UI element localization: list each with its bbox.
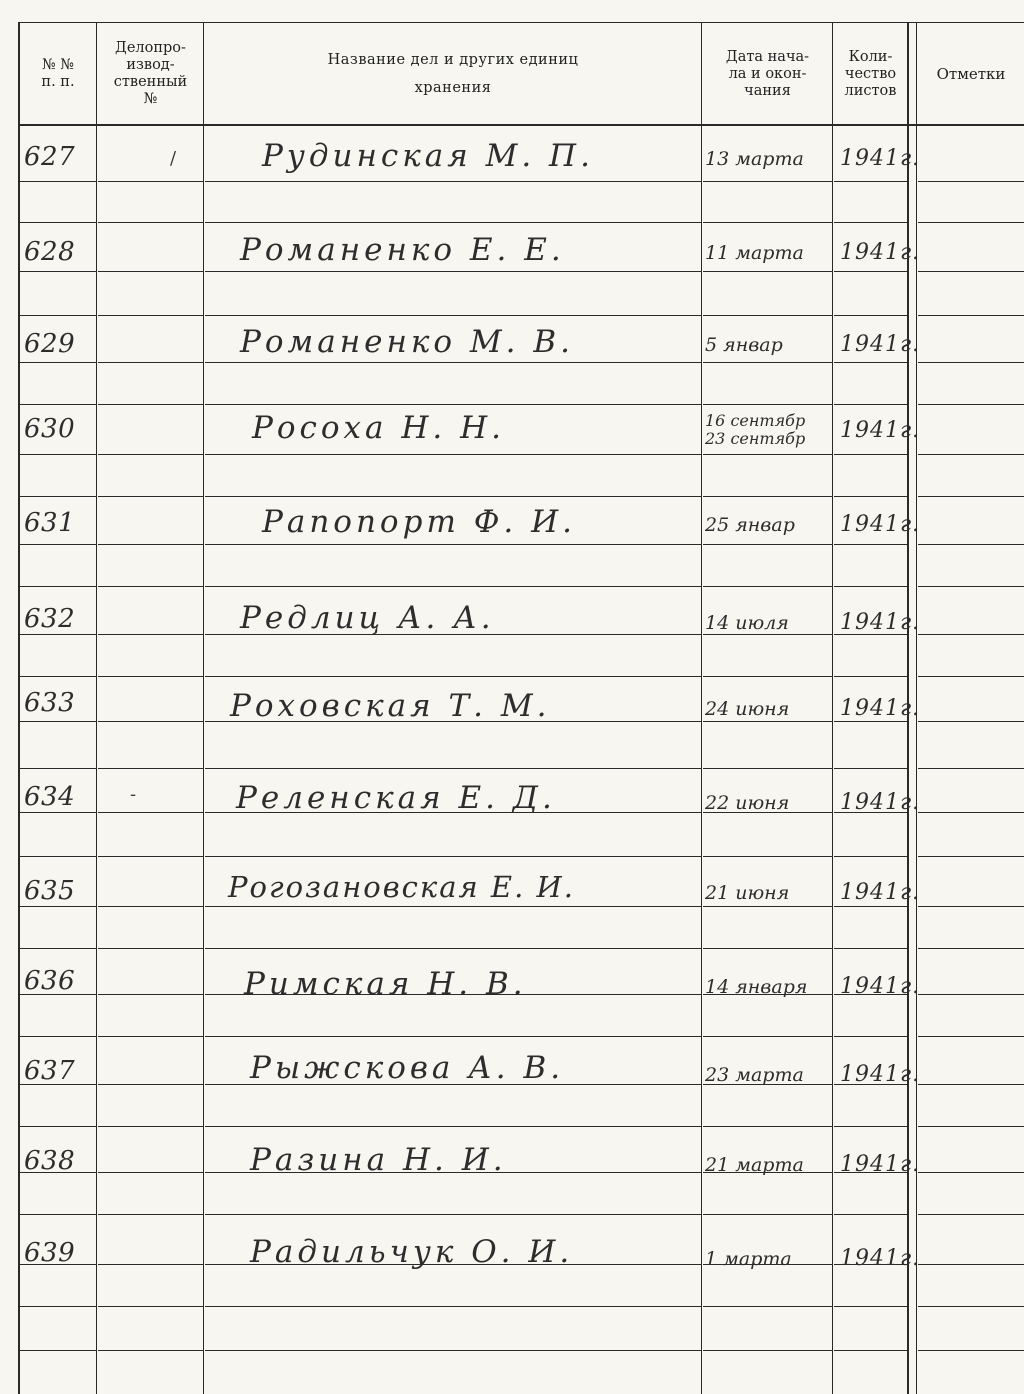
row-rule bbox=[834, 454, 907, 455]
row-rule bbox=[834, 1126, 907, 1127]
column-rule-title bbox=[701, 22, 702, 1394]
row-rule bbox=[703, 1306, 832, 1307]
row-rule bbox=[918, 496, 1024, 497]
record-name: Рыжскова А. В. bbox=[250, 1050, 565, 1086]
row-rule bbox=[98, 948, 203, 949]
office-mark: / bbox=[170, 148, 177, 169]
row-rule bbox=[98, 271, 203, 272]
row-rule bbox=[98, 181, 203, 182]
row-rule bbox=[834, 315, 907, 316]
row-rule bbox=[205, 1306, 701, 1307]
row-rule bbox=[834, 181, 907, 182]
row-rule bbox=[918, 812, 1024, 813]
item-number: 632 bbox=[24, 604, 76, 634]
row-rule bbox=[20, 271, 96, 272]
record-date: 24 июня bbox=[705, 698, 790, 720]
record-year: 1941г. bbox=[840, 974, 921, 999]
record-year: 1941г. bbox=[840, 1246, 921, 1271]
row-rule bbox=[703, 1126, 832, 1127]
record-year: 1941г. bbox=[840, 418, 921, 443]
row-rule bbox=[834, 856, 907, 857]
record-date: 11 марта bbox=[705, 242, 804, 264]
row-rule bbox=[20, 634, 96, 635]
record-year: 1941г. bbox=[840, 1062, 921, 1087]
row-rule bbox=[20, 315, 96, 316]
header-notes: Отметки bbox=[936, 64, 1006, 83]
record-date: 1 марта bbox=[705, 1248, 792, 1270]
row-rule bbox=[918, 271, 1024, 272]
row-rule bbox=[20, 362, 96, 363]
record-year: 1941г. bbox=[840, 240, 921, 265]
row-rule bbox=[918, 544, 1024, 545]
item-number: 637 bbox=[24, 1056, 76, 1086]
column-rule-left bbox=[18, 22, 20, 1394]
header-dates: Дата нача- ла и окон- чания bbox=[725, 48, 810, 99]
office-mark: - bbox=[130, 784, 137, 805]
row-rule bbox=[918, 906, 1024, 907]
record-year: 1941г. bbox=[840, 332, 921, 357]
row-rule bbox=[20, 948, 96, 949]
row-rule bbox=[98, 1264, 203, 1265]
record-name: Разина Н. И. bbox=[250, 1142, 507, 1178]
row-rule bbox=[205, 1036, 701, 1037]
row-rule bbox=[20, 1214, 96, 1215]
row-rule bbox=[834, 768, 907, 769]
row-rule bbox=[703, 222, 832, 223]
row-rule bbox=[918, 362, 1024, 363]
row-rule bbox=[98, 721, 203, 722]
top-rule bbox=[18, 22, 1024, 23]
record-date: 14 января bbox=[705, 976, 808, 998]
row-rule bbox=[918, 181, 1024, 182]
record-name: Радильчук О. И. bbox=[250, 1234, 574, 1270]
record-name: Романенко М. В. bbox=[240, 324, 575, 360]
item-number: 628 bbox=[24, 237, 76, 267]
row-rule bbox=[918, 1350, 1024, 1351]
row-rule bbox=[703, 768, 832, 769]
row-rule bbox=[703, 1036, 832, 1037]
column-rule-dates bbox=[832, 22, 833, 1394]
row-rule bbox=[98, 1306, 203, 1307]
row-rule bbox=[834, 1306, 907, 1307]
row-rule bbox=[703, 271, 832, 272]
record-name: Римская Н. В. bbox=[244, 966, 527, 1002]
row-rule bbox=[918, 768, 1024, 769]
row-rule bbox=[918, 1172, 1024, 1173]
row-rule bbox=[98, 362, 203, 363]
row-rule bbox=[205, 676, 701, 677]
row-rule bbox=[20, 586, 96, 587]
row-rule bbox=[918, 1036, 1024, 1037]
row-rule bbox=[834, 544, 907, 545]
row-rule bbox=[20, 1350, 96, 1351]
row-rule bbox=[98, 906, 203, 907]
record-date: 21 марта bbox=[705, 1154, 804, 1176]
row-rule bbox=[834, 496, 907, 497]
row-rule bbox=[98, 812, 203, 813]
row-rule bbox=[703, 181, 832, 182]
row-rule bbox=[205, 362, 701, 363]
row-rule bbox=[20, 1306, 96, 1307]
row-rule bbox=[834, 721, 907, 722]
row-rule bbox=[703, 586, 832, 587]
item-number: 630 bbox=[24, 414, 76, 444]
row-rule bbox=[703, 404, 832, 405]
row-rule bbox=[98, 454, 203, 455]
row-rule bbox=[834, 676, 907, 677]
row-rule bbox=[205, 768, 701, 769]
row-rule bbox=[834, 271, 907, 272]
row-rule bbox=[20, 1126, 96, 1127]
row-rule bbox=[918, 856, 1024, 857]
row-rule bbox=[98, 222, 203, 223]
record-year: 1941г. bbox=[840, 146, 921, 171]
row-rule bbox=[205, 496, 701, 497]
row-rule bbox=[20, 454, 96, 455]
record-name: Рудинская М. П. bbox=[262, 138, 594, 174]
column-rule-num bbox=[96, 22, 97, 1394]
row-rule bbox=[98, 496, 203, 497]
row-rule bbox=[98, 586, 203, 587]
row-rule bbox=[98, 1036, 203, 1037]
header-office-number: Делопро- извод- ственный № bbox=[113, 40, 188, 107]
record-name: Роховская Т. М. bbox=[230, 688, 551, 724]
row-rule bbox=[20, 496, 96, 497]
item-number: 633 bbox=[24, 688, 76, 718]
row-rule bbox=[98, 404, 203, 405]
row-rule bbox=[205, 1214, 701, 1215]
row-rule bbox=[205, 856, 701, 857]
row-rule bbox=[205, 1126, 701, 1127]
row-rule bbox=[918, 315, 1024, 316]
record-year: 1941г. bbox=[840, 610, 921, 635]
row-rule bbox=[918, 1084, 1024, 1085]
record-date: 5 январ bbox=[705, 334, 783, 356]
row-rule bbox=[918, 1214, 1024, 1215]
row-rule bbox=[20, 812, 96, 813]
row-rule bbox=[205, 906, 701, 907]
row-rule bbox=[205, 454, 701, 455]
row-rule bbox=[918, 454, 1024, 455]
row-rule bbox=[98, 1214, 203, 1215]
row-rule bbox=[98, 1350, 203, 1351]
row-rule bbox=[205, 404, 701, 405]
item-number: 631 bbox=[24, 508, 76, 538]
row-rule bbox=[703, 721, 832, 722]
row-rule bbox=[205, 315, 701, 316]
row-rule bbox=[834, 1036, 907, 1037]
item-number: 627 bbox=[24, 142, 76, 172]
record-name: Реленская Е. Д. bbox=[236, 780, 556, 816]
row-rule bbox=[918, 1306, 1024, 1307]
row-rule bbox=[205, 181, 701, 182]
row-rule bbox=[98, 1126, 203, 1127]
row-rule bbox=[834, 1350, 907, 1351]
item-number: 639 bbox=[24, 1238, 76, 1268]
row-rule bbox=[703, 1350, 832, 1351]
header-sheet-count: Коли- чество листов bbox=[844, 48, 897, 99]
item-number: 629 bbox=[24, 329, 76, 359]
row-rule bbox=[918, 676, 1024, 677]
row-rule bbox=[834, 948, 907, 949]
row-rule bbox=[205, 271, 701, 272]
row-rule bbox=[834, 362, 907, 363]
record-name: Рапопорт Ф. И. bbox=[262, 504, 577, 540]
row-rule bbox=[703, 856, 832, 857]
row-rule bbox=[20, 721, 96, 722]
row-rule bbox=[20, 768, 96, 769]
row-rule bbox=[98, 1172, 203, 1173]
row-rule bbox=[205, 222, 701, 223]
record-date: 14 июля bbox=[705, 612, 789, 634]
row-rule bbox=[918, 1126, 1024, 1127]
row-rule bbox=[834, 906, 907, 907]
header-title: Название дел и других единиц хранения bbox=[327, 52, 579, 96]
item-number: 638 bbox=[24, 1146, 76, 1176]
record-date: 25 январ bbox=[705, 514, 795, 536]
header-item-number: № № п. п. bbox=[41, 57, 75, 90]
row-rule bbox=[20, 906, 96, 907]
row-rule bbox=[918, 222, 1024, 223]
row-rule bbox=[834, 222, 907, 223]
item-number: 634 bbox=[24, 782, 76, 812]
row-rule bbox=[205, 544, 701, 545]
item-number: 636 bbox=[24, 966, 76, 996]
record-year: 1941г. bbox=[840, 880, 921, 905]
row-rule bbox=[918, 634, 1024, 635]
row-rule bbox=[918, 721, 1024, 722]
row-rule bbox=[703, 676, 832, 677]
row-rule bbox=[703, 544, 832, 545]
row-rule bbox=[703, 362, 832, 363]
row-rule bbox=[205, 586, 701, 587]
record-name: Росоха Н. Н. bbox=[252, 410, 505, 446]
record-date: 16 сентябр 23 сентябр bbox=[705, 411, 806, 448]
row-rule bbox=[703, 1214, 832, 1215]
row-rule bbox=[20, 1036, 96, 1037]
row-rule bbox=[98, 676, 203, 677]
record-year: 1941г. bbox=[840, 696, 921, 721]
row-rule bbox=[834, 586, 907, 587]
record-date: 21 июня bbox=[705, 882, 790, 904]
record-name: Романенко Е. Е. bbox=[240, 232, 565, 268]
record-year: 1941г. bbox=[840, 790, 921, 815]
row-rule bbox=[918, 404, 1024, 405]
row-rule bbox=[20, 222, 96, 223]
row-rule bbox=[98, 856, 203, 857]
row-rule bbox=[205, 948, 701, 949]
record-name: Редлиц А. А. bbox=[240, 600, 495, 636]
row-rule bbox=[205, 1350, 701, 1351]
item-number: 635 bbox=[24, 876, 76, 906]
row-rule bbox=[98, 634, 203, 635]
row-rule bbox=[703, 315, 832, 316]
record-year: 1941г. bbox=[840, 1152, 921, 1177]
row-rule bbox=[834, 404, 907, 405]
row-rule bbox=[918, 1264, 1024, 1265]
row-rule bbox=[20, 676, 96, 677]
header-bottom-rule bbox=[18, 124, 1024, 126]
row-rule bbox=[703, 906, 832, 907]
row-rule bbox=[918, 586, 1024, 587]
row-rule bbox=[20, 856, 96, 857]
row-rule bbox=[918, 948, 1024, 949]
row-rule bbox=[20, 181, 96, 182]
row-rule bbox=[98, 315, 203, 316]
row-rule bbox=[20, 404, 96, 405]
record-date: 23 марта bbox=[705, 1064, 804, 1086]
row-rule bbox=[98, 768, 203, 769]
row-rule bbox=[98, 1084, 203, 1085]
column-rule-office bbox=[203, 22, 204, 1394]
row-rule bbox=[703, 496, 832, 497]
row-rule bbox=[703, 948, 832, 949]
row-rule bbox=[98, 994, 203, 995]
row-rule bbox=[98, 544, 203, 545]
record-year: 1941г. bbox=[840, 512, 921, 537]
row-rule bbox=[834, 1214, 907, 1215]
record-date: 13 марта bbox=[705, 148, 804, 170]
record-name: Рогозановская Е. И. bbox=[228, 870, 576, 904]
row-rule bbox=[918, 994, 1024, 995]
record-date: 22 июня bbox=[705, 792, 790, 814]
row-rule bbox=[703, 454, 832, 455]
row-rule bbox=[703, 634, 832, 635]
row-rule bbox=[20, 544, 96, 545]
